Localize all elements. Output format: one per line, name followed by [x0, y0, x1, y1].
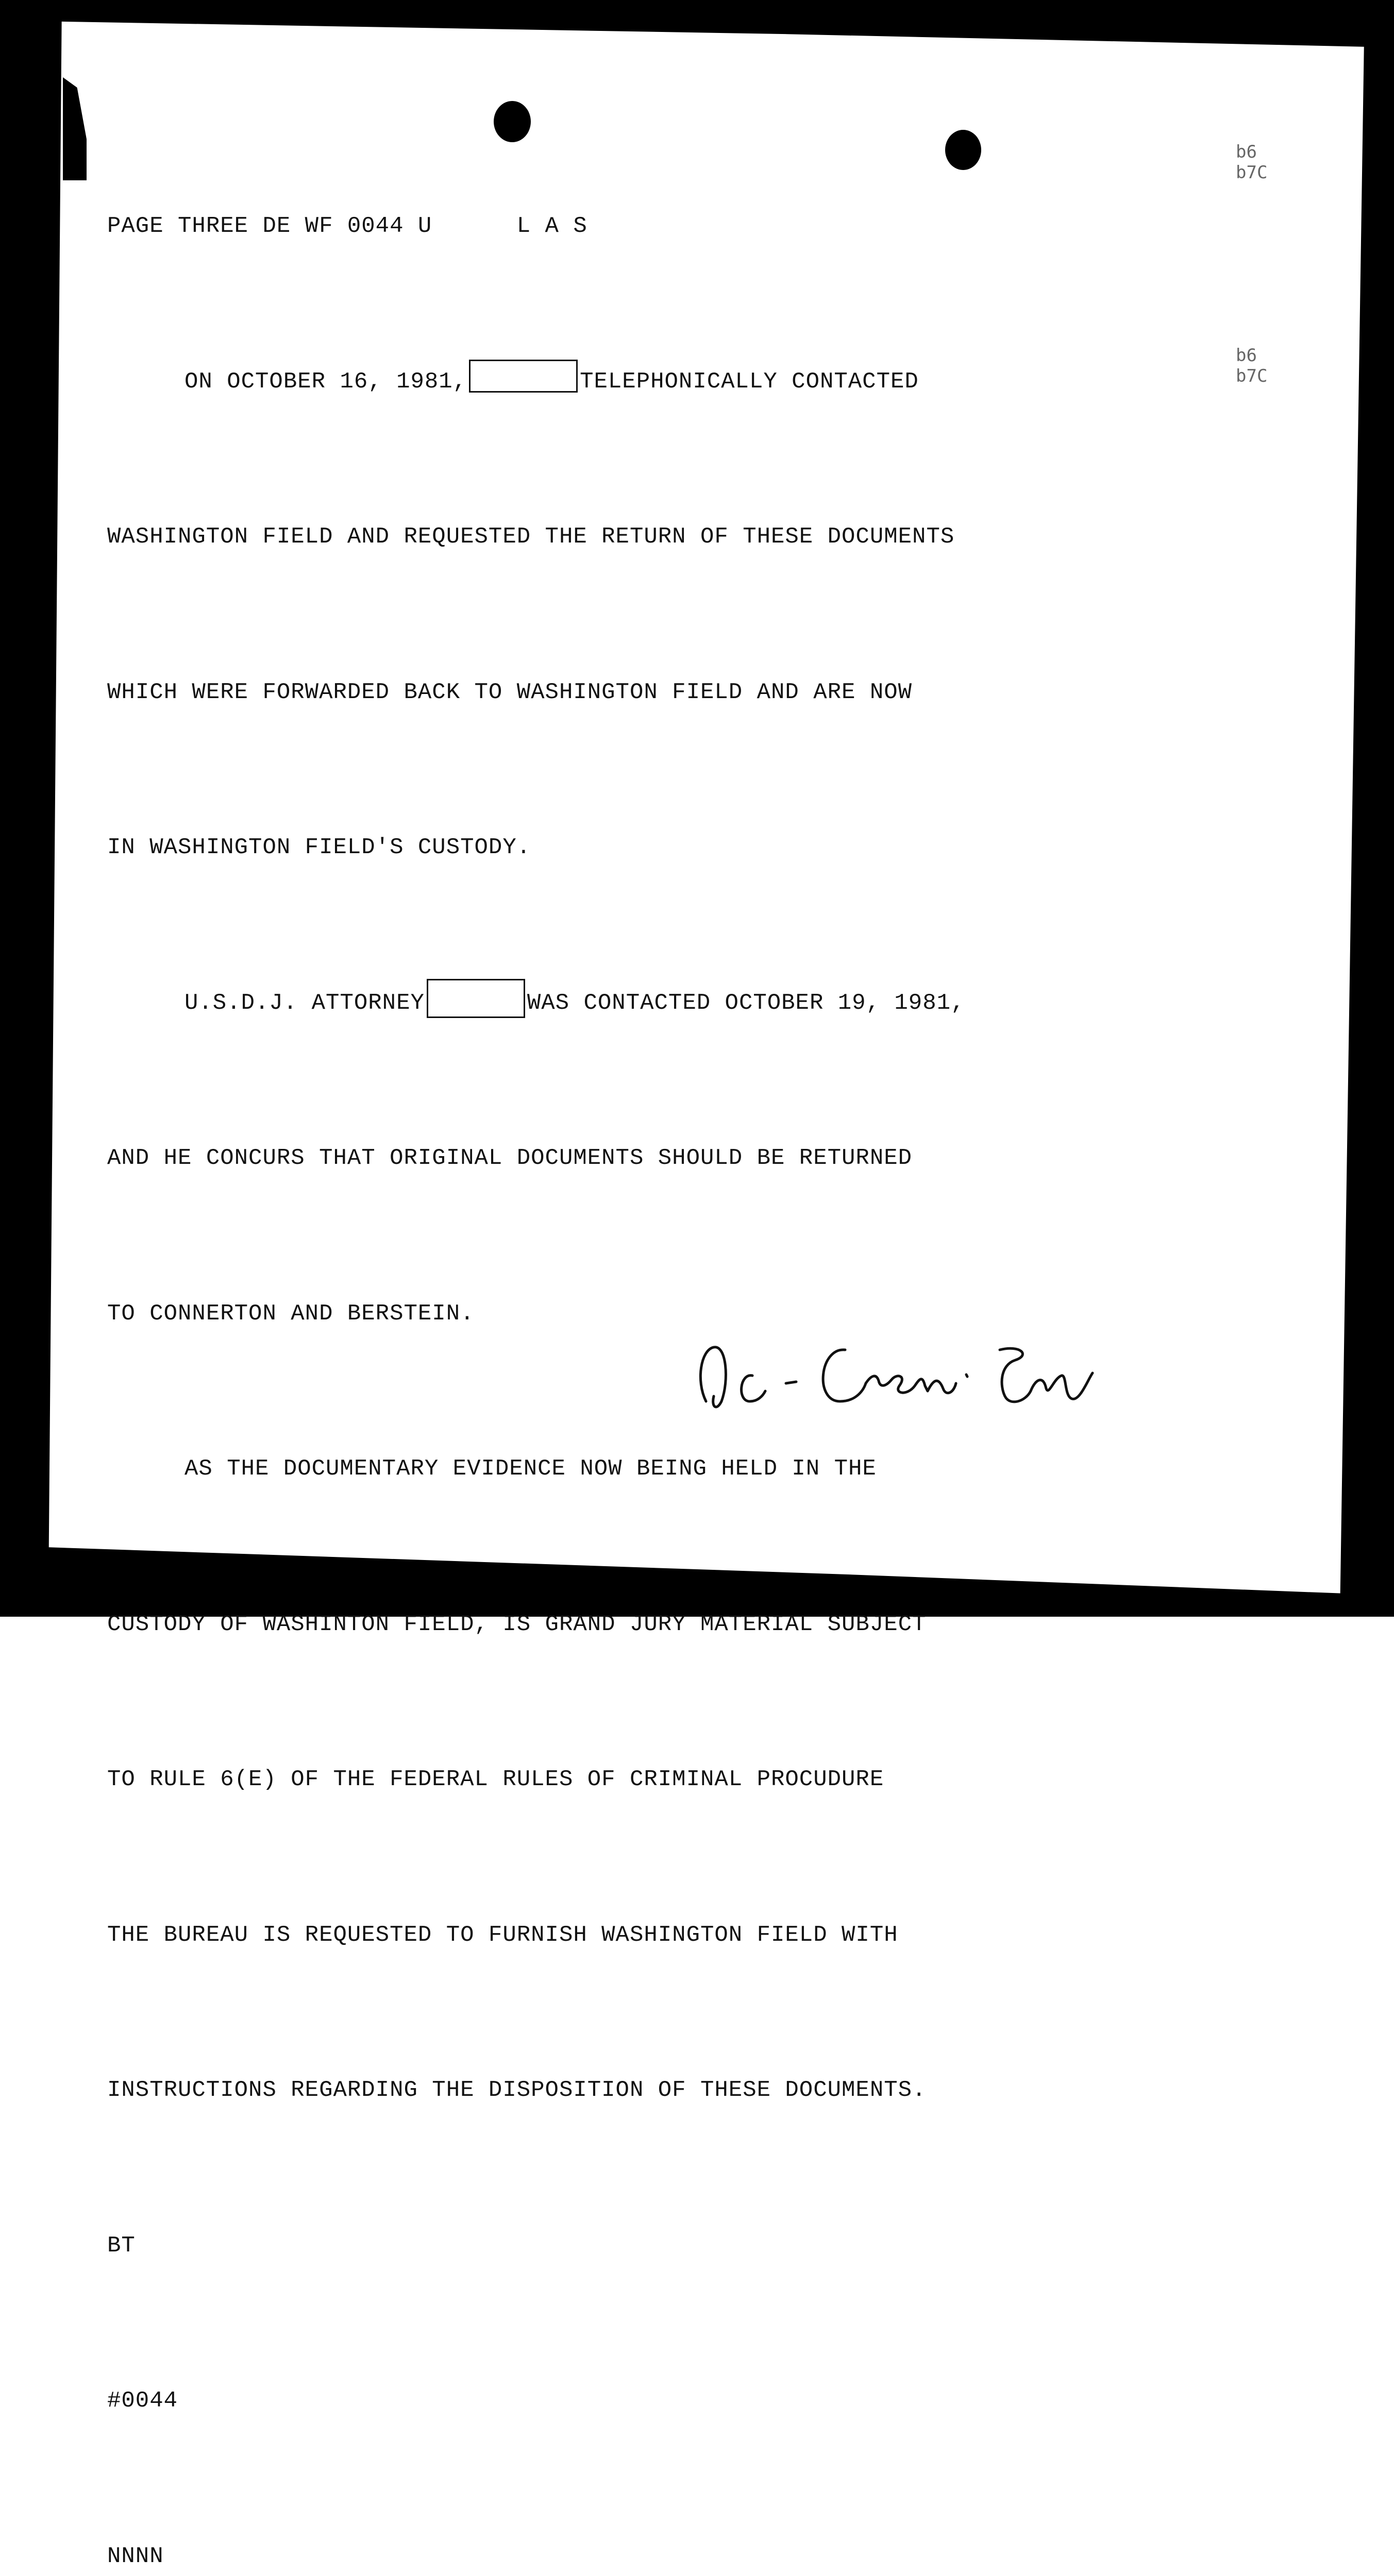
handwritten-signature: [691, 1324, 1113, 1427]
header-line: [107, 200, 1138, 252]
exemption-code: b7C: [1236, 162, 1267, 183]
header-text: PAGE THREE DE WF 0044 U: [107, 213, 432, 239]
header-suffix: L A S: [517, 213, 587, 239]
para2-line1-start: U.S.D.J. ATTORNEY: [184, 990, 425, 1016]
para3-line4: THE BUREAU IS REQUESTED TO FURNISH WASHINGTON FIELD WITH: [107, 1909, 1138, 1961]
para2-line3: TO CONNERTON AND BERSTEIN.: [107, 1288, 1138, 1340]
para1-line1: [107, 356, 1138, 408]
footer-bt: BT: [107, 2220, 1138, 2272]
footer-end: NNNN: [107, 2531, 1138, 2576]
redaction-box: [469, 360, 578, 393]
para2-line2: AND HE CONCURS THAT ORIGINAL DOCUMENTS SHOULD BE RETURNED: [107, 1132, 1138, 1184]
scan-border-left: [0, 0, 62, 1617]
exemption-code: b7C: [1236, 366, 1267, 386]
footer-number: #0044: [107, 2375, 1138, 2427]
redaction-box: [427, 979, 525, 1018]
scan-border-top: [46, 0, 1394, 47]
para2-line1: [107, 977, 1138, 1029]
para3-line2: CUSTODY OF WASHINTON FIELD, IS GRAND JURY MATERIAL SUBJECT: [107, 1599, 1138, 1651]
paper-tab-artifact: [63, 77, 87, 180]
para3-line5: INSTRUCTIONS REGARDING THE DISPOSITION OF THESE DOCUMENTS.: [107, 2064, 1138, 2116]
para3-line3: TO RULE 6(E) OF THE FEDERAL RULES OF CRIMINAL PROCUDURE: [107, 1754, 1138, 1806]
exemption-label-2: [1236, 345, 1267, 386]
para1-line4: IN WASHINGTON FIELD'S CUSTODY.: [107, 822, 1138, 874]
para1-line3: WHICH WERE FORWARDED BACK TO WASHINGTON FIELD AND ARE NOW: [107, 667, 1138, 719]
exemption-code: b6: [1236, 142, 1267, 162]
scan-border-right: [1340, 31, 1394, 1617]
exemption-label-1: [1236, 142, 1267, 183]
para2-line1-end: WAS CONTACTED OCTOBER 19, 1981,: [527, 990, 965, 1016]
para1-line2: WASHINGTON FIELD AND REQUESTED THE RETURN OF THESE DOCUMENTS: [107, 511, 1138, 563]
para1-line1-end: TELEPHONICALLY CONTACTED: [580, 369, 919, 395]
exemption-code: b6: [1236, 345, 1267, 366]
para1-line1-start: ON OCTOBER 16, 1981,: [184, 369, 467, 395]
para3-line1: AS THE DOCUMENTARY EVIDENCE NOW BEING HELD IN THE: [107, 1443, 1138, 1495]
